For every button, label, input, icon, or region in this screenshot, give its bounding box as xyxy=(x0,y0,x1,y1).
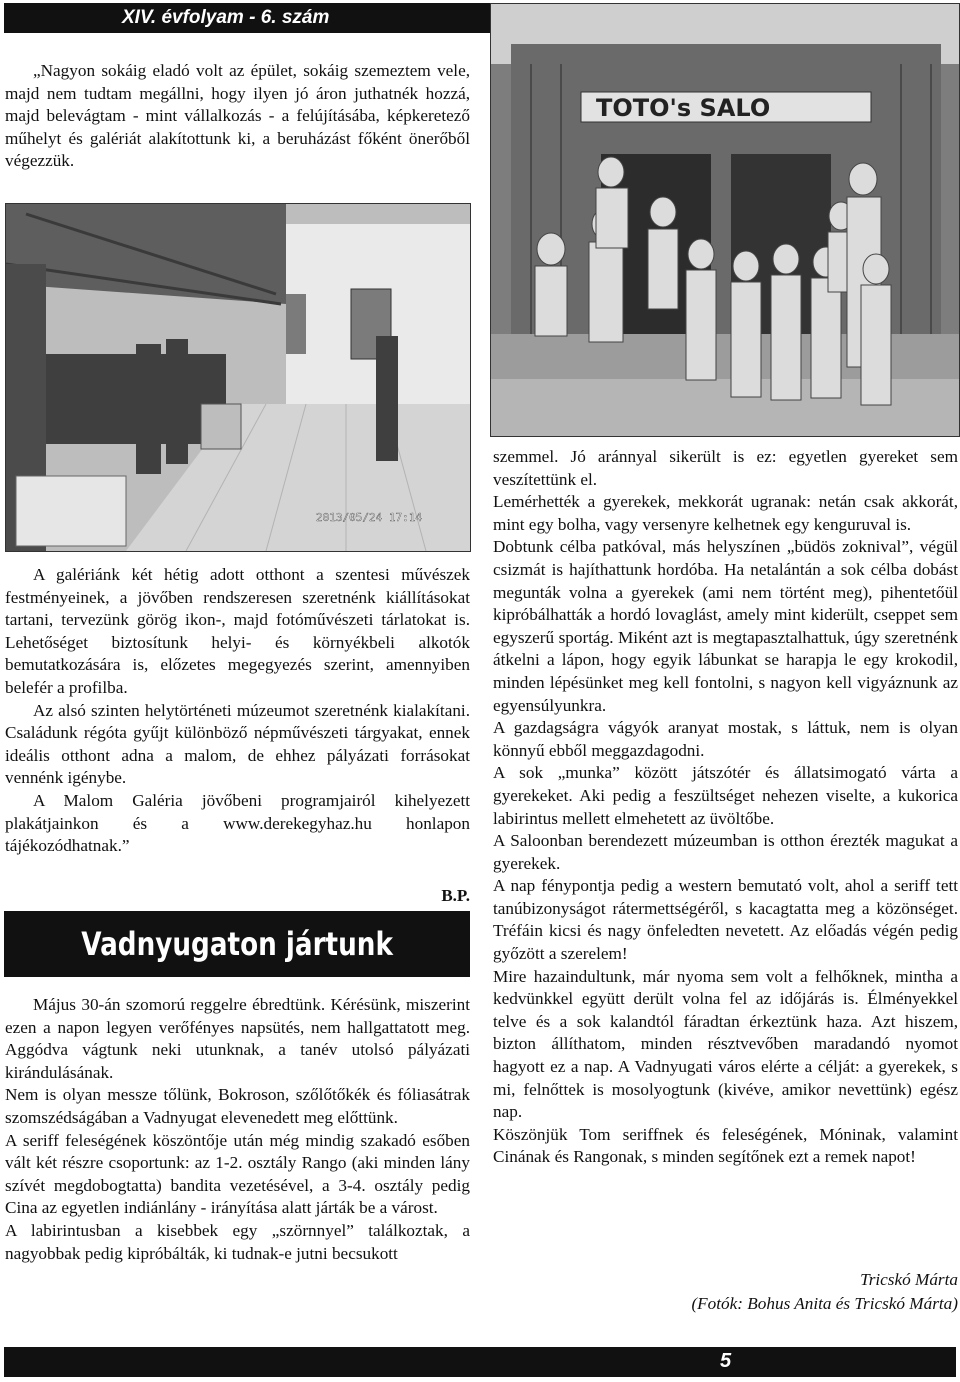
western-right-paragraph-2: Lemérhették a gyerekek, mekkorát ugranak: netán csak akkorát, mint egy bolha, vagy versenyre kelhetnek egy kenguruval is. xyxy=(493,492,958,534)
gallery-article xyxy=(5,564,470,858)
photo-credit: (Fotók: Bohus Anita és Tricskó Márta) xyxy=(691,1294,958,1313)
saloon-group-photo xyxy=(490,3,960,437)
western-paragraph-2: Nem is olyan messze tőlünk, Bokroson, szőlőtőkék és fóliasátrak szomszédságában a Vadnyugat elevenedett meg előttünk. xyxy=(5,1085,470,1127)
western-right-paragraph-6: A Saloonban berendezett múzeumban is otthon érezték magukat a gyerekek. xyxy=(493,831,958,873)
gallery-paragraph-3: A Malom Galéria jövőbeni programjairól kihelyezett plakátjainkon és a www.derekegyhaz.hu honlapon tájékozódhatnak.” xyxy=(5,790,470,856)
western-paragraph-3: A seriff feleségének köszöntője után még mindig szakadó esőben vált két részre csoportunk: az 1-2. osztály Rango (aki minden lány szívét megdobogtatta) bandita vezetésével, a 3-4. osztály pedig Cina az egyetlen indiánlány - irányítása alatt járták be a várost. xyxy=(5,1130,470,1218)
page-number: 5 xyxy=(720,1350,732,1372)
western-right-paragraph-8: Mire hazaindultunk, már nyoma sem volt a felhőknek, mintha a kedvünkkel együtt derült volna fel az időjárás is. Élményekkel telve és a sok kalandtól fáradtan érkeztünk haza. Azt hiszem, bizton állíthatom, minden résztvevőben maradandó nyomot hagyott ez a nap. A Vadnyugati város elérte a célját: a gyerekek, s mi, felnőttek is mosolyogtunk (kivéve, amikor nevettünk) egész nap. xyxy=(493,966,958,1122)
gallery-paragraph-1: A galériánk két hétig adott otthont a szentesi művészek festményeinek, a jövőben rendszeresen szeretnénk kiállításokat tartani, tervezünk görög ikon-, majd fotóművészeti tárlatokat is. Lehetőséget biztosítunk helyi- és környékbeli alkotók bemutatkozására is, előzetes megegyezés szerint, amennyiben belefér a profilba. xyxy=(5,565,470,697)
intro-paragraph xyxy=(5,60,470,173)
saloon-sign: TOTO's SALO xyxy=(596,94,771,122)
article-headline xyxy=(4,911,470,977)
article-signature: B.P. xyxy=(441,886,470,905)
western-right-paragraph-5: A sok „munka” között játszótér és állatsimogató várta a gyerekeket. Aki pedig a feszültséget nehezen viselte, a kukorica labirintus mellett elmehetett az üvöltőbe. xyxy=(493,763,958,828)
headline-text: Vadnyugaton jártunk xyxy=(81,925,393,963)
western-paragraph-4: A labirintusban a kisebbek egy „szörnnyel” találkoztak, a nagyobbak pedig kipróbálták, ki tudnak-e jutni becsukott xyxy=(5,1220,470,1263)
author-name: Tricskó Márta xyxy=(860,1270,958,1289)
western-right-paragraph-7: A nap fénypontja pedig a western bemutató volt, ahol a seriff tett tanúbizonyságot rátermettségéről, s kacagtatta meg a közönséget. Tréfáin kicsi és nagy önfeledten nevetett. Az előadás végén pedig győzött a szerelem! xyxy=(493,876,958,964)
western-article-left xyxy=(5,994,470,1265)
intro-text: „Nagyon sokáig eladó volt az épület, sokáig szemeztem vele, majd nem tudtam megállni, hogy ilyen jó áron juthatnék hozzá, majd belevágtam - mint vállalkozás - a felújításába, képkeretező műhelyt és galériát alakítottunk ki, a beruházást főként önerőből végezzük. xyxy=(5,61,470,171)
western-right-paragraph-1: szemmel. Jó aránnyal sikerült is ez: egyetlen gyereket sem veszítettünk el. xyxy=(493,447,958,489)
western-right-paragraph-9: Köszönjük Tom seriffnek és feleségének, Móninak, valamint Cinának és Rangonak, s minden segítőnek ezt a remek napot! xyxy=(493,1124,958,1167)
photo-timestamp: 2013/05/24 17:14 xyxy=(316,511,422,524)
western-paragraph-1: Május 30-án szomorú reggelre ébredtünk. Kérésünk, miszerint ezen a napon legyen verőfényes napsütés, nem hallgattatott meg. Aggódva vágtunk neki utunknak, a tanév utolsó pályázati kirándulásának. xyxy=(5,995,470,1082)
western-article-right xyxy=(493,446,958,1169)
issue-volume: XIV. évfolyam - 6. szám xyxy=(122,7,330,28)
western-right-paragraph-3: Dobtunk célba patkóval, más helyszínen „büdös zoknival”, végül csizmát is hajíthattunk hordóba. Ha netalántán a sok célba dobást megunták volna a gyerekek (ami nem történt meg), pihentetőül kipróbálhatták a hordó lovaglást, amely mint kiderült, cseppet sem egyszerű sportág. Miként azt is megtapasztalhattuk, úgy szeretnénk átkelni a lápon, hogy egyik lábunkat se harapja le egy krokodil, minden lépésünket meg kell fontolni, s nagyon kell vigyáznunk az egyensúlyunkra. xyxy=(493,537,958,715)
footer-bar xyxy=(4,1347,956,1377)
gallery-paragraph-2: Az alsó szinten helytörténeti múzeumot szeretnénk kialakítani. Családunk régóta gyűjt különböző népművészeti tárgyakat, ennek ideális otthont adna a malom, de ehhez pályázati forrásokat vennénk igénybe. xyxy=(5,700,470,788)
gallery-interior-photo xyxy=(5,203,471,552)
western-right-paragraph-4: A gazdagságra vágyók aranyat mostak, s láttuk, nem is olyan könnyű ebből meggazdagodni. xyxy=(493,718,958,760)
